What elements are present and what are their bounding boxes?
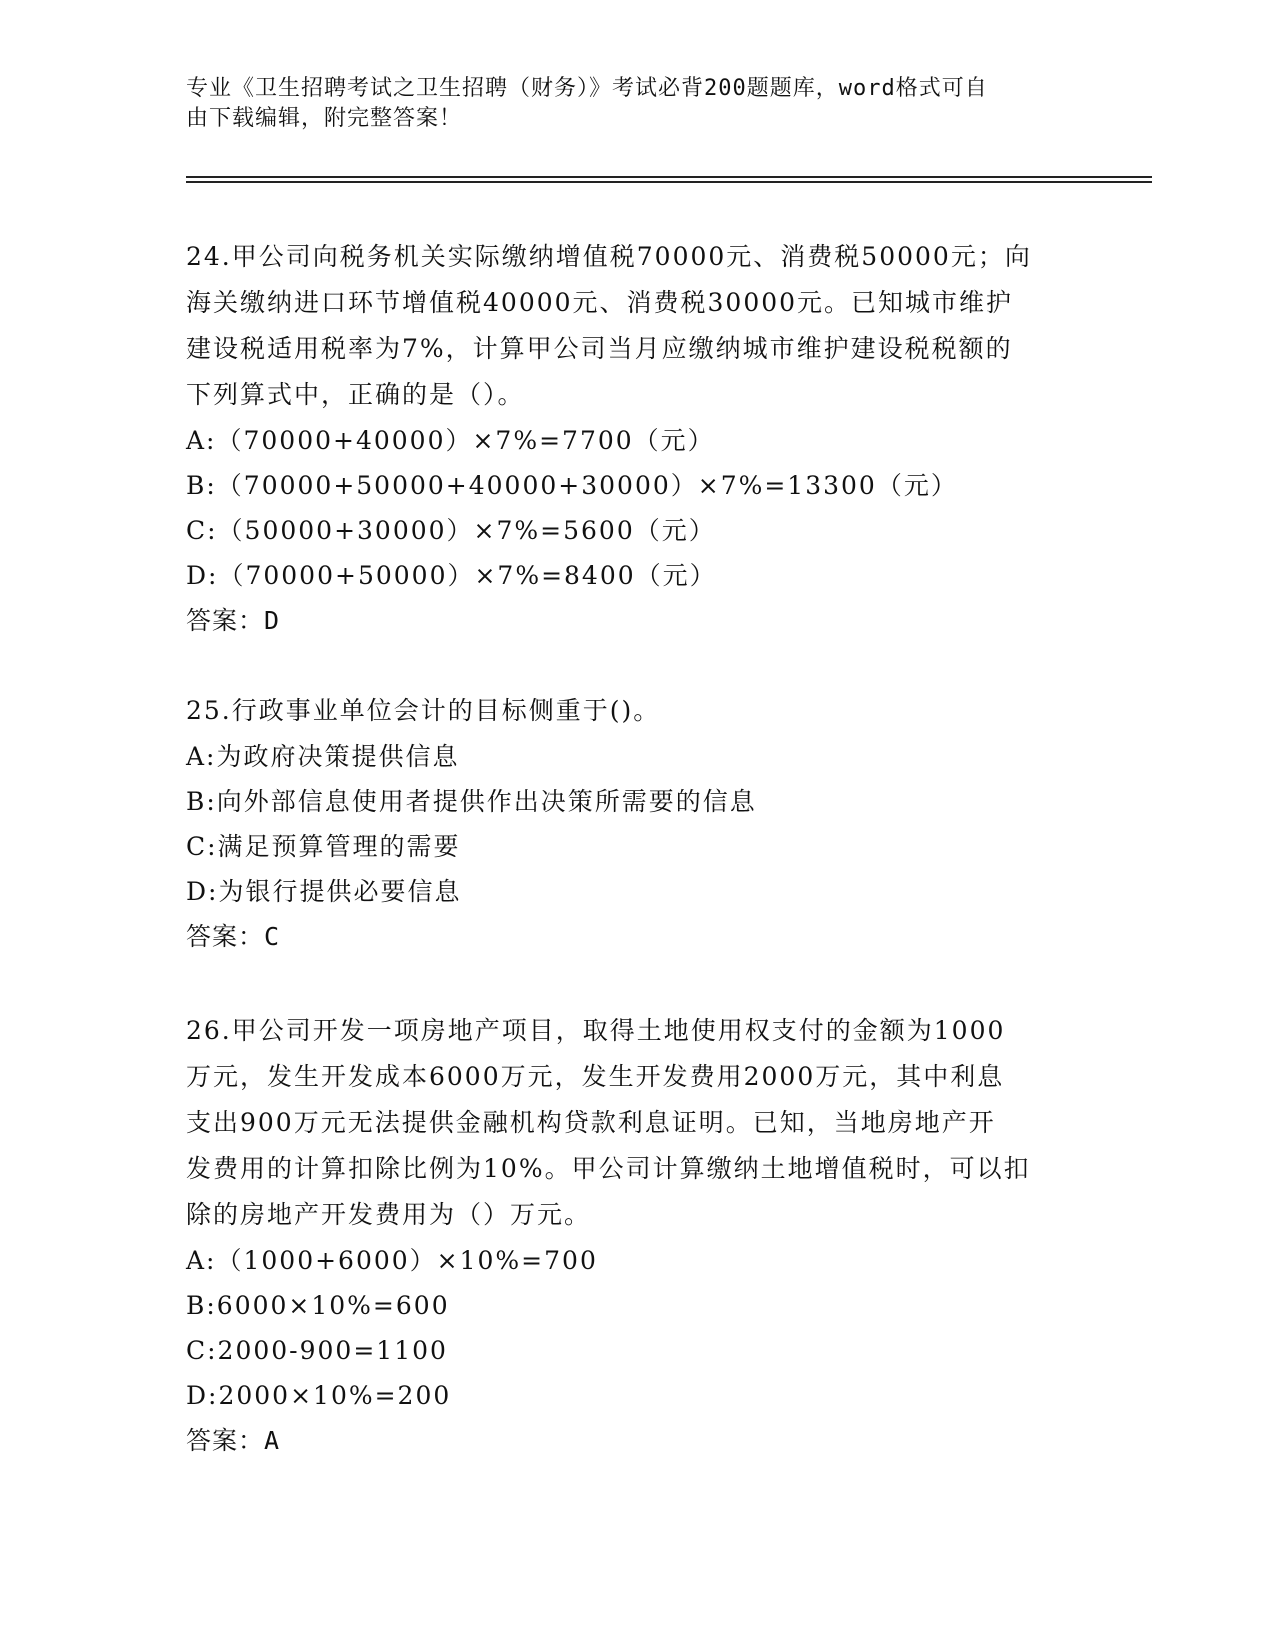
question-text-line: 发费用的计算扣除比例为10%。甲公司计算缴纳土地增值税时，可以扣 (186, 1154, 1031, 1183)
option-c: C:（50000+30000）×7%=5600（元） (186, 516, 716, 545)
question-text-line: 支出900万元无法提供金融机构贷款利息证明。已知，当地房地产开 (186, 1108, 996, 1137)
document-header (186, 74, 1086, 134)
option-d: D:为银行提供必要信息 (186, 877, 462, 906)
header-line: 由下载编辑，附完整答案！ (186, 106, 463, 131)
question-text-line: 万元，发生开发成本6000万元，发生开发费用2000万元，其中利息 (186, 1062, 1005, 1091)
option-b: B:向外部信息使用者提供作出决策所需要的信息 (186, 787, 757, 816)
header-divider (186, 181, 1152, 183)
question-text-line: 除的房地产开发费用为（）万元。 (186, 1200, 592, 1229)
option-b: B:（70000+50000+40000+30000）×7%=13300（元） (186, 471, 958, 500)
question-text-line: 25.行政事业单位会计的目标侧重于()。 (186, 696, 661, 725)
question-text-line: 海关缴纳进口环节增值税40000元、消费税30000元。已知城市维护 (186, 288, 1014, 317)
question-text-line: 建设税适用税率为7%，计算甲公司当月应缴纳城市维护建设税税额的 (186, 334, 1013, 363)
answer-line: 答案：C (186, 922, 281, 951)
question-26 (186, 1008, 1086, 1464)
option-a: A:（1000+6000）×10%=700 (186, 1246, 598, 1275)
option-a: A:为政府决策提供信息 (186, 742, 460, 771)
header-divider (186, 176, 1152, 178)
question-24 (186, 234, 1086, 644)
answer-line: 答案：A (186, 1426, 281, 1455)
option-c: C:满足预算管理的需要 (186, 832, 461, 861)
option-d: D:2000×10%=200 (186, 1381, 452, 1410)
option-b: B:6000×10%=600 (186, 1291, 450, 1320)
question-25 (186, 688, 1086, 960)
answer-line: 答案：D (186, 606, 281, 635)
option-a: A:（70000+40000）×7%=7700（元） (186, 426, 715, 455)
header-line: 专业《卫生招聘考试之卫生招聘（财务）》考试必背200题题库，word格式可自 (186, 76, 988, 101)
question-text-line: 26.甲公司开发一项房地产项目，取得土地使用权支付的金额为1000 (186, 1016, 1006, 1045)
option-d: D:（70000+50000）×7%=8400（元） (186, 561, 717, 590)
question-text-line: 下列算式中，正确的是（）。 (186, 380, 525, 409)
question-text-line: 24.甲公司向税务机关实际缴纳增值税70000元、消费税50000元；向 (186, 242, 1032, 271)
option-c: C:2000-900=1100 (186, 1336, 448, 1365)
